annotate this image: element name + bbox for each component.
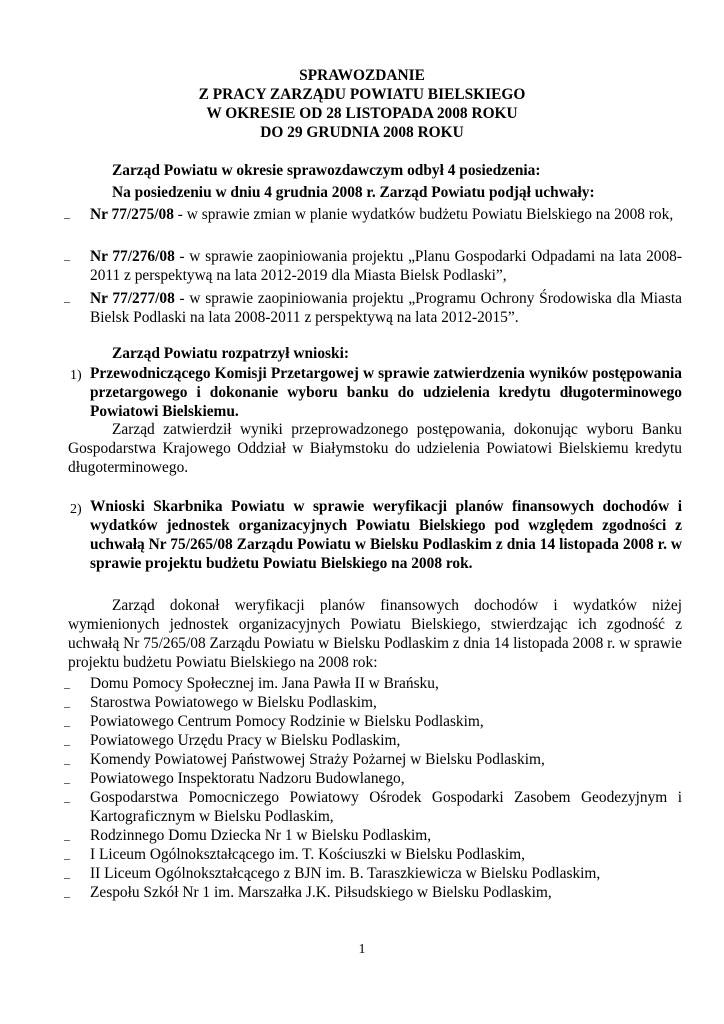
resolution-item — [90, 247, 682, 285]
motion-number: 2) — [70, 502, 82, 517]
bullet-dash: – — [64, 870, 70, 884]
bullet-dash: – — [64, 252, 70, 266]
bullet-dash: – — [64, 756, 70, 770]
motion-heading: Wnioski Skarbnika Powiatu w sprawie weryfikacji planów finansowych dochodów i wydatków jednostek organizacyjnych Powiatu Bielskiego pod względem zgodności z uchwałą Nr 75/265/08 Zarządu Powiatu w Bielsku Podlaskim z dnia 14 listopada 2008 r. w sprawie projektu budżetu Powiatu Bielskiego na 2008 rok. — [90, 498, 682, 572]
motions-heading: Zarząd Powiatu rozpatrzył wnioski: — [112, 345, 349, 362]
motion-heading: Przewodniczącego Komisji Przetargowej w sprawie zatwierdzenia wyników postępowania przetargowego i dokonanie wyboru banku do udzielenia kredytu długoterminowego Powiatowi Bielskiemu. — [90, 365, 682, 420]
bullet-dash: – — [64, 699, 70, 713]
unit-item: Komendy Powiatowej Państwowej Straży Pożarnej w Bielsku Podlaskim, — [90, 751, 545, 768]
resolution-number: Nr 77/275/08 — [90, 206, 174, 223]
intro-resolutions: Na posiedzeniu w dniu 4 grudnia 2008 r. Zarząd Powiatu podjął uchwały: — [112, 184, 595, 201]
title-line: SPRAWOZDANIE — [299, 67, 425, 84]
title-line: Z PRACY ZARZĄDU POWIATU BIELSKIEGO — [198, 86, 526, 103]
bullet-dash: – — [64, 210, 70, 224]
unit-item: Gospodarstwa Pomocniczego Powiatowy Ośrodek Gospodarki Zasobem Geodezyjnym i Kartograficznym w Bielsku Podlaskim, — [90, 789, 682, 825]
bullet-dash: – — [64, 737, 70, 751]
unit-item: Domu Pomocy Społecznej im. Jana Pawła II w Brańsku, — [90, 675, 439, 692]
unit-item: Zespołu Szkół Nr 1 im. Marszałka J.K. Piłsudskiego w Bielsku Podlaskim, — [90, 884, 552, 901]
bullet-dash: – — [64, 851, 70, 865]
unit-item: Starostwa Powiatowego w Bielsku Podlaskim, — [90, 694, 377, 711]
intro-sessions: Zarząd Powiatu w okresie sprawozdawczym odbył 4 posiedzenia: — [112, 162, 541, 179]
resolution-text: - w sprawie zaopiniowania projektu „Planu Gospodarki Odpadami na lata 2008-2011 z perspektywą na lata 2012-2019 dla Miasta Bielsk Podlaski”, — [90, 248, 682, 284]
bullet-dash: – — [64, 832, 70, 846]
unit-item: Rodzinnego Domu Dziecka Nr 1 w Bielsku Podlaskim, — [90, 827, 432, 844]
unit-item: Powiatowego Inspektoratu Nadzoru Budowlanego, — [90, 770, 405, 787]
unit-item: I Liceum Ogólnokształcącego im. T. Kościuszki w Bielsku Podlaskim, — [90, 846, 525, 863]
bullet-dash: – — [64, 718, 70, 732]
bullet-dash: – — [64, 889, 70, 903]
unit-item: Powiatowego Urzędu Pracy w Bielsku Podlaskim, — [90, 732, 401, 749]
resolution-text: - w sprawie zmian w planie wydatków budżetu Powiatu Bielskiego na 2008 rok, — [173, 206, 674, 223]
resolution-text: - w sprawie zaopiniowania projektu „Programu Ochrony Środowiska dla Miasta Bielsk Podlaski na lata 2008-2011 z perspektywą na lata 2012-2015”. — [90, 290, 682, 326]
bullet-dash: – — [64, 294, 70, 308]
unit-item: Powiatowego Centrum Pomocy Rodzinie w Bielsku Podlaskim, — [90, 713, 484, 730]
page-number: 1 — [358, 942, 366, 957]
motion-number: 1) — [70, 368, 82, 383]
unit-item: II Liceum Ogólnokształcącego z BJN im. B. Taraszkiewicza w Bielsku Podlaskim, — [90, 865, 601, 882]
bullet-dash: – — [64, 794, 70, 808]
resolution-item — [90, 205, 682, 224]
bullet-dash: – — [64, 680, 70, 694]
resolution-item — [90, 289, 682, 327]
title-line: W OKRESIE OD 28 LISTOPADA 2008 ROKU — [206, 105, 518, 122]
motion-body: Zarząd dokonał weryfikacji planów finansowych dochodów i wydatków niżej wymienionych jednostek organizacyjnych Powiatu Bielskiego, stwierdzając ich zgodność z uchwałą Nr 75/265/08 Zarządu Powiatu w Bielsku Podlaskim z dnia 14 listopada 2008 r. w sprawie projektu budżetu Powiatu Bielskiego na 2008 rok: — [68, 597, 682, 671]
document-title — [0, 66, 724, 142]
resolution-number: Nr 77/277/08 — [90, 290, 175, 307]
title-line: DO 29 GRUDNIA 2008 ROKU — [260, 124, 464, 141]
motion-body: Zarząd zatwierdził wyniki przeprowadzonego postępowania, dokonując wyboru Banku Gospodarstwa Krajowego Oddział w Białymstoku do udzielenia Powiatowi Bielskiemu kredytu długoterminowego. — [68, 421, 682, 476]
bullet-dash: – — [64, 775, 70, 789]
resolution-number: Nr 77/276/08 — [90, 248, 175, 265]
